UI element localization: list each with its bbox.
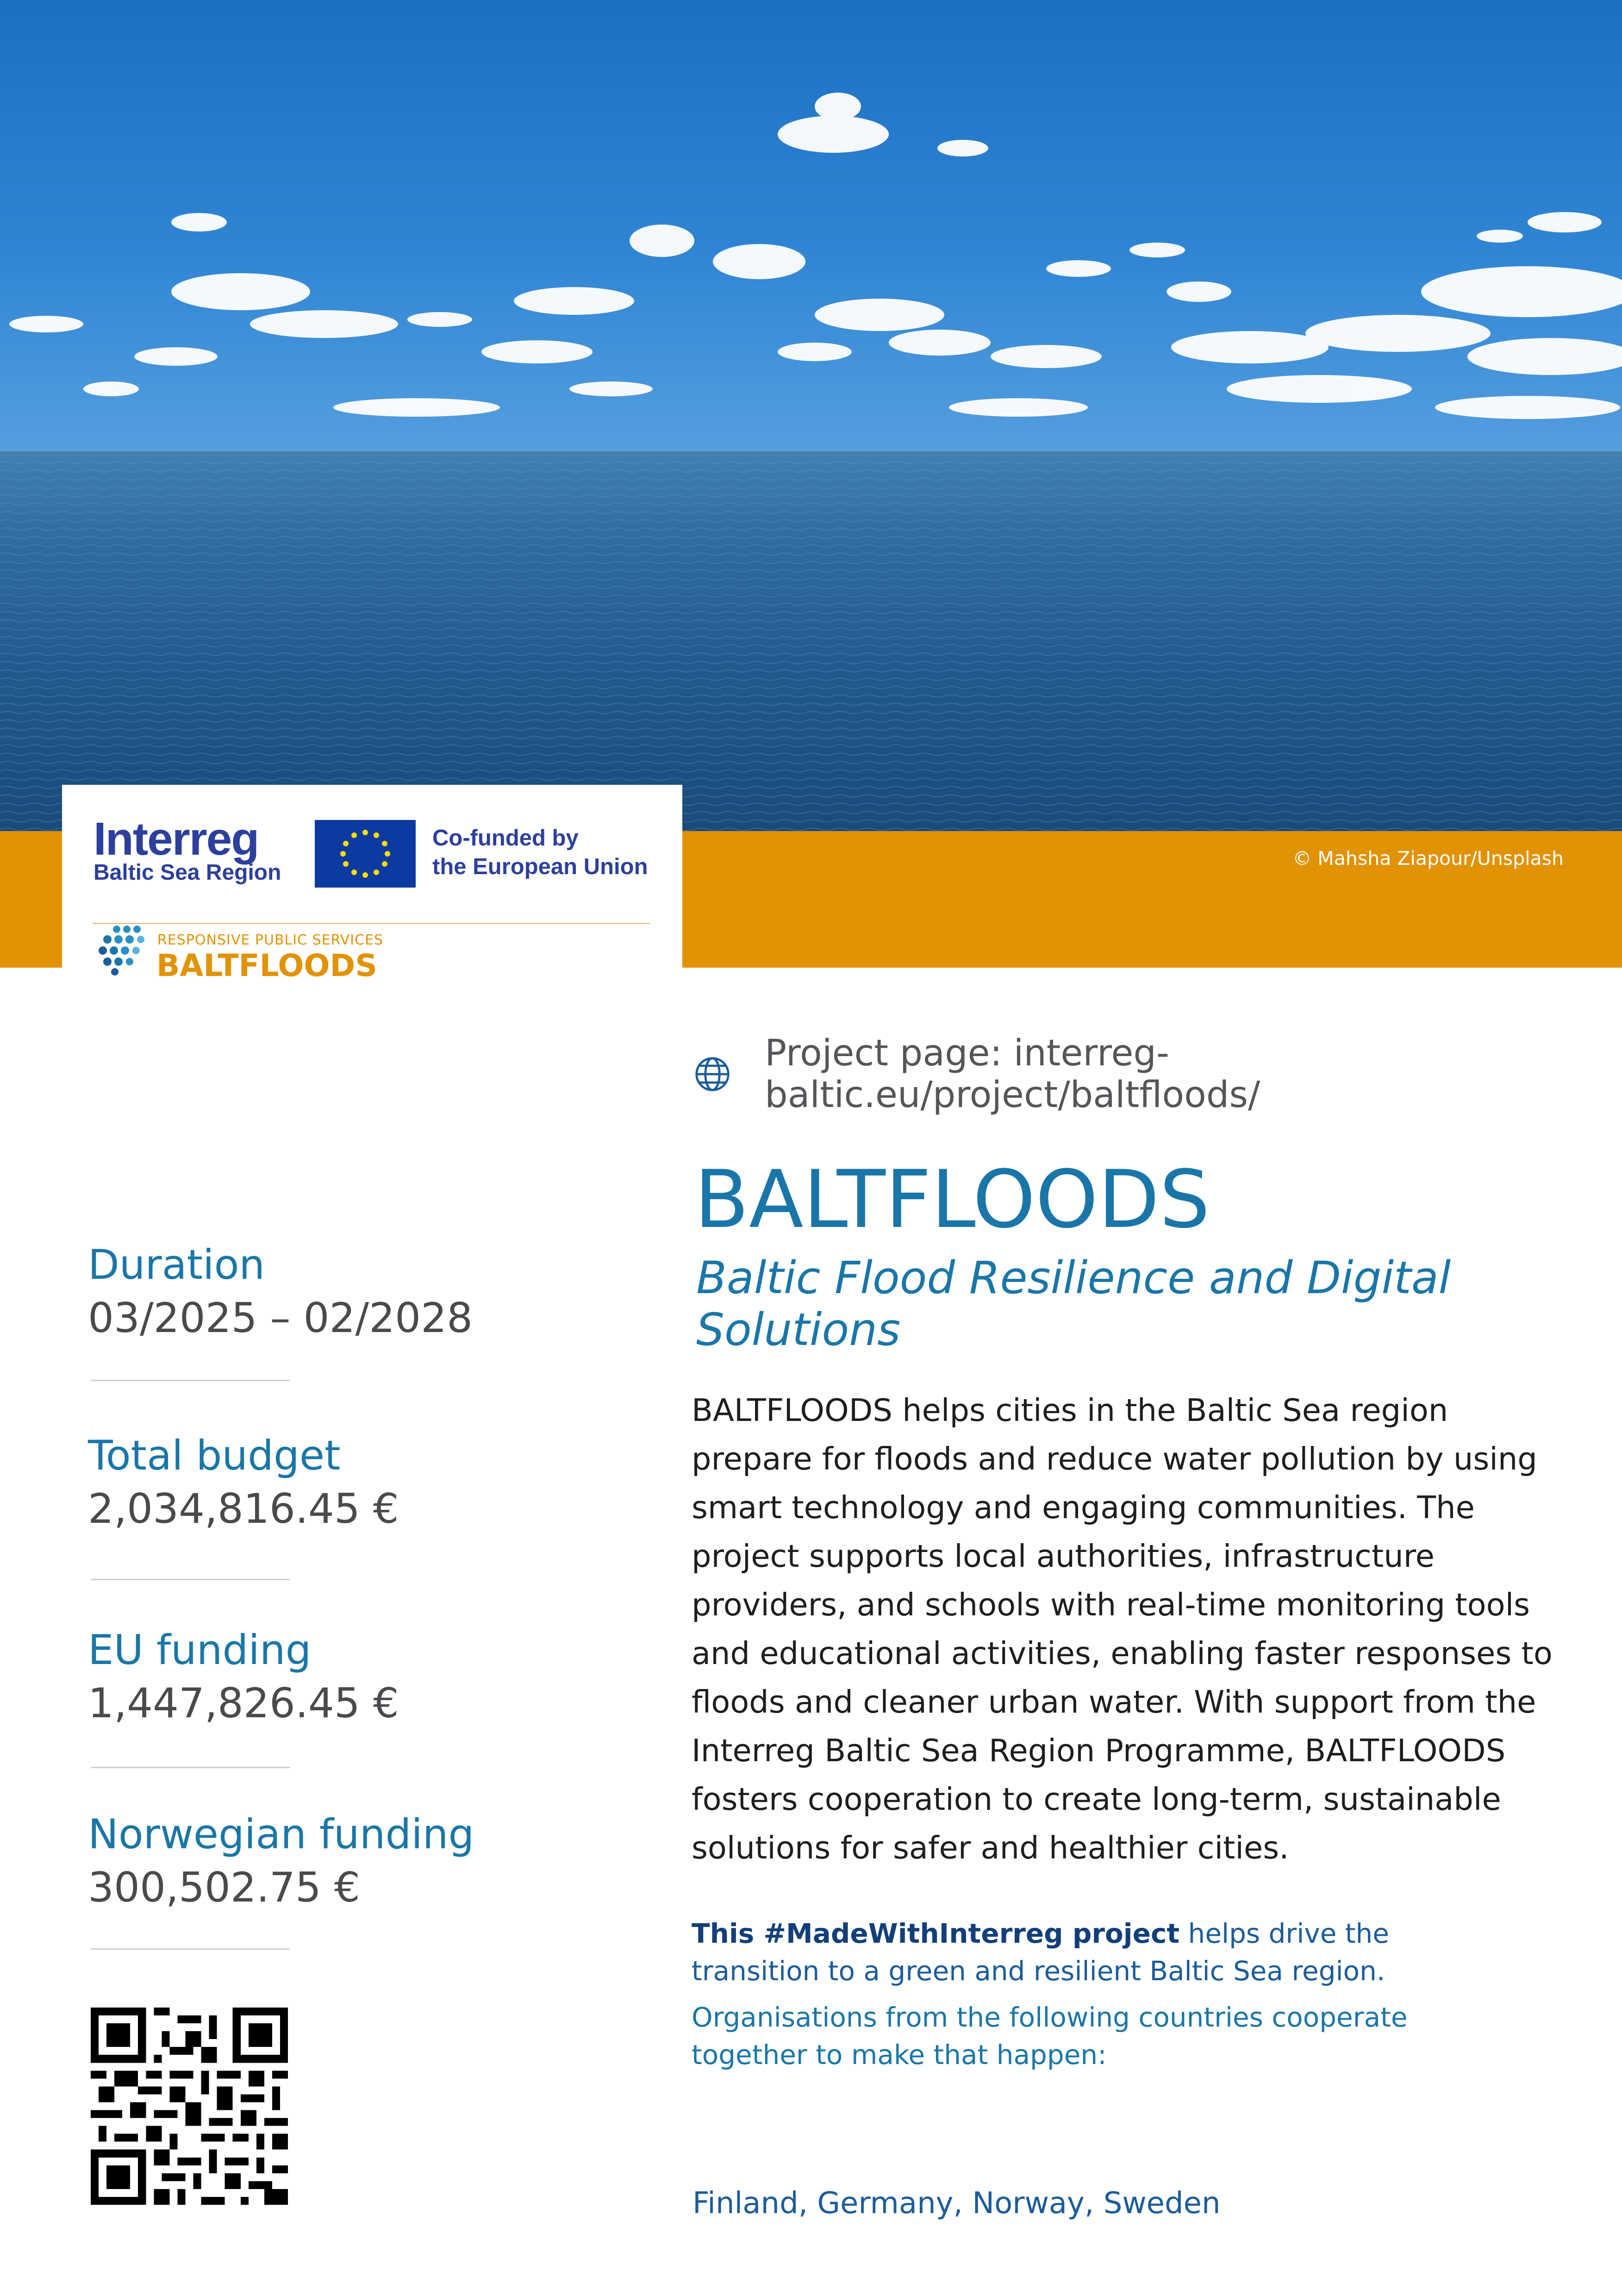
fact-label: Duration [88,1241,265,1289]
fact-label: Total budget [88,1432,341,1479]
baltfloods-logo-text: BALTFLOODS [156,948,377,983]
fact-eu-funding [88,1626,399,1727]
sky-clouds [0,0,1622,831]
project-page-text[interactable]: Project page: interreg-baltic.eu/project/baltfloods/ [765,1032,1260,1116]
hero-photo [0,0,1622,831]
logo-divider [93,923,650,924]
fact-value: 300,502.75 € [88,1864,360,1911]
fact-total-budget [88,1432,399,1533]
cofunded-text [432,824,648,881]
cofunded-line-1: Co-funded by [432,826,579,851]
fact-duration [88,1241,473,1342]
logo-panel [62,785,682,983]
cofunded-line-2: the European Union [432,854,648,879]
interreg-logo-subtitle: Baltic Sea Region [94,860,281,885]
project-description: BALTFLOODS helps cities in the Baltic Sea region prepare for floods and reduce water pollution by using smart technology and engaging communities. The project supports local authorities, infrastructure providers, and schools with real-time monitoring tools and educational activities, enabling faster responses to floods and cleaner urban water. With support from the Interreg Baltic Sea Region Programme, BALTFLOODS fosters cooperation to create long-term, sustainable solutions for safer and healthier cities. [692,1392,1553,1866]
project-title: BALTFLOODS [694,1153,1210,1246]
made-with-rest: helps drive the transition to a green and resilient Baltic Sea region. [692,1918,1389,1987]
photo-credit: © Mahsha Ziapour/Unsplash [1292,847,1564,870]
project-subtitle: Baltic Flood Resilience and Digital Solutions [696,1252,1451,1356]
interreg-logo-text: Interreg [94,813,259,865]
fact-label: Norwegian funding [88,1810,474,1858]
eu-flag-icon [315,820,416,888]
made-with-interreg [692,1915,1525,1990]
fact-divider [91,1767,290,1768]
project-tagline: RESPONSIVE PUBLIC SERVICES [157,932,384,948]
fact-value: 1,447,826.45 € [88,1679,399,1727]
countries-list: Finland, Germany, Norway, Sweden [692,2186,1221,2221]
globe-icon [694,1055,730,1093]
baltfloods-dots-icon [94,919,150,979]
fact-divider [91,1948,290,1950]
fact-label: EU funding [88,1626,312,1674]
project-page-link[interactable] [694,1032,1622,1116]
organisations-text: Organisations from the following countries cooperate together to make that happen: [692,2002,1408,2071]
fact-divider [91,1380,290,1381]
fact-norwegian-funding [88,1810,474,1911]
qr-code-icon[interactable] [91,2008,288,2205]
fact-divider [91,1579,290,1580]
made-with-bold: This #MadeWithInterreg project [692,1918,1180,1949]
fact-value: 03/2025 – 02/2028 [88,1294,473,1342]
fact-value: 2,034,816.45 € [88,1485,399,1533]
